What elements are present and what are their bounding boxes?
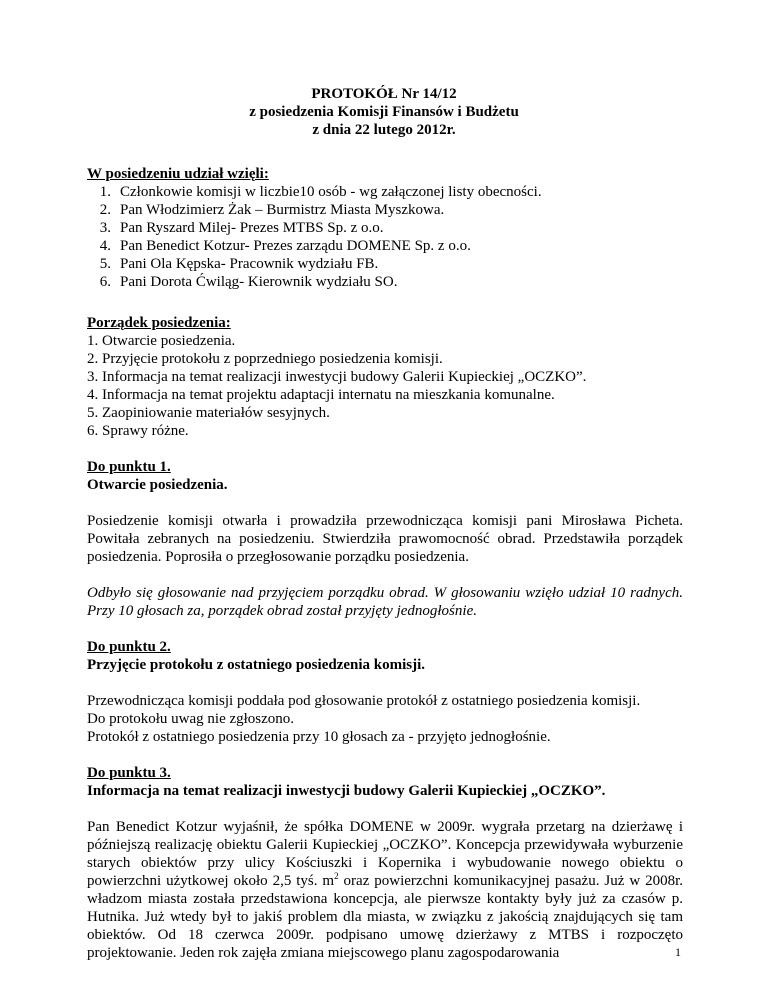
agenda-item: 6. Sprawy różne. <box>87 423 189 439</box>
point2-line: Do protokołu uwag nie zgłoszono. <box>87 711 295 727</box>
agenda-item: 1. Otwarcie posiedzenia. <box>87 333 236 349</box>
point3-text: Pan Benedict Kotzur wyjaśnił, że spółka DOMENE w 2009r. wygrała przetarg na dzierżawę i późniejszą realizację obiektu Galerii Kupieckiej „OCZKO”. Koncepcja przewidywała wyburzenie starych obiektów przy ulicy Kościuszki i Kopernika i wybudowanie nowego obiektu o powierzchni użytkowej około 2,5 tyś. $m^2$ oraz powierzchni komunikacyjnej pasażu. Już w 2008r. władzom miasta została przedstawiona koncepcja, ale pierwsze kontakty były już za czasów p. Hutnika. Już wtedy był to jakiś problem dla miasta, w związku z jakością znajdujących się tam obiektów. Od 18 czerwca 2009r. podpisano umowę dzierżawy z MTBS i rozpoczęto projektowanie. Jeden rok zajęła zmiana miejscowego planu zagospodarowania <box>87 819 683 961</box>
document-title: PROTOKÓŁ Nr 14/12 <box>311 86 457 102</box>
document-subtitle: z posiedzenia Komisji Finansów i Budżetu <box>249 104 519 120</box>
list-item: 5. Pani Ola Kępska- Pracownik wydziału FB. <box>99 256 379 272</box>
superscript: 2 <box>334 871 339 881</box>
list-item: 4. Pan Benedict Kotzur- Prezes zarządu DOMENE Sp. z o.o. <box>99 238 471 254</box>
list-item: 1. Członkowie komisji w liczbie10 osób - wg załączonej listy obecności. <box>99 184 542 200</box>
point2-label: Do punktu 2. <box>87 639 171 655</box>
agenda-heading: Porządek posiedzenia: <box>87 315 231 331</box>
point2-line: Przewodnicząca komisji poddała pod głosowanie protokół z ostatniego posiedzenia komisji. <box>87 693 641 709</box>
attendance-heading: W posiedzeniu udział wzięli: <box>87 166 269 182</box>
point3-title: Informacja na temat realizacji inwestycji budowy Galerii Kupieckiej „OCZKO”. <box>87 783 606 799</box>
list-item: 3. Pan Ryszard Milej- Prezes MTBS Sp. z o.o. <box>99 220 384 236</box>
page-number: 1 <box>675 945 681 959</box>
point2-title: Przyjęcie protokołu z ostatniego posiedzenia komisji. <box>87 657 426 673</box>
list-item: 6. Pani Dorota Ćwiląg- Kierownik wydziału SO. <box>99 274 398 290</box>
point2-line: Protokół z ostatniego posiedzenia przy 10 głosach za - przyjęto jednogłośnie. <box>87 729 551 745</box>
attendance-list <box>87 183 542 291</box>
agenda-item: 3. Informacja na temat realizacji inwestycji budowy Galerii Kupieckiej „OCZKO”. <box>87 369 587 385</box>
point3-label: Do punktu 3. <box>87 765 171 781</box>
point1-label: Do punktu 1. <box>87 459 171 475</box>
document-date: z dnia 22 lutego 2012r. <box>312 122 456 138</box>
agenda-item: 2. Przyjęcie protokołu z poprzedniego posiedzenia komisji. <box>87 351 443 367</box>
agenda-item: 4. Informacja na temat projektu adaptacji internatu na mieszkania komunalne. <box>87 387 555 403</box>
point1-text: Posiedzenie komisji otwarła i prowadziła przewodnicząca komisji pani Mirosława Picheta. Powitała zebranych na posiedzeniu. Stwierdziła prawomocność obrad. Przedstawiła porządek posiedzenia. Poprosiła o przegłosowanie porządku posiedzenia. <box>87 513 683 565</box>
point1-title: Otwarcie posiedzenia. <box>87 477 228 493</box>
list-item: 2. Pan Włodzimierz Żak – Burmistrz Miasta Myszkowa. <box>99 202 445 218</box>
point1-vote: Odbyło się głosowanie nad przyjęciem porządku obrad. W głosowaniu wzięło udział 10 radnych. Przy 10 głosach za, porządek obrad został przyjęty jednogłośnie. <box>87 585 683 619</box>
agenda-item: 5. Zaopiniowanie materiałów sesyjnych. <box>87 405 330 421</box>
